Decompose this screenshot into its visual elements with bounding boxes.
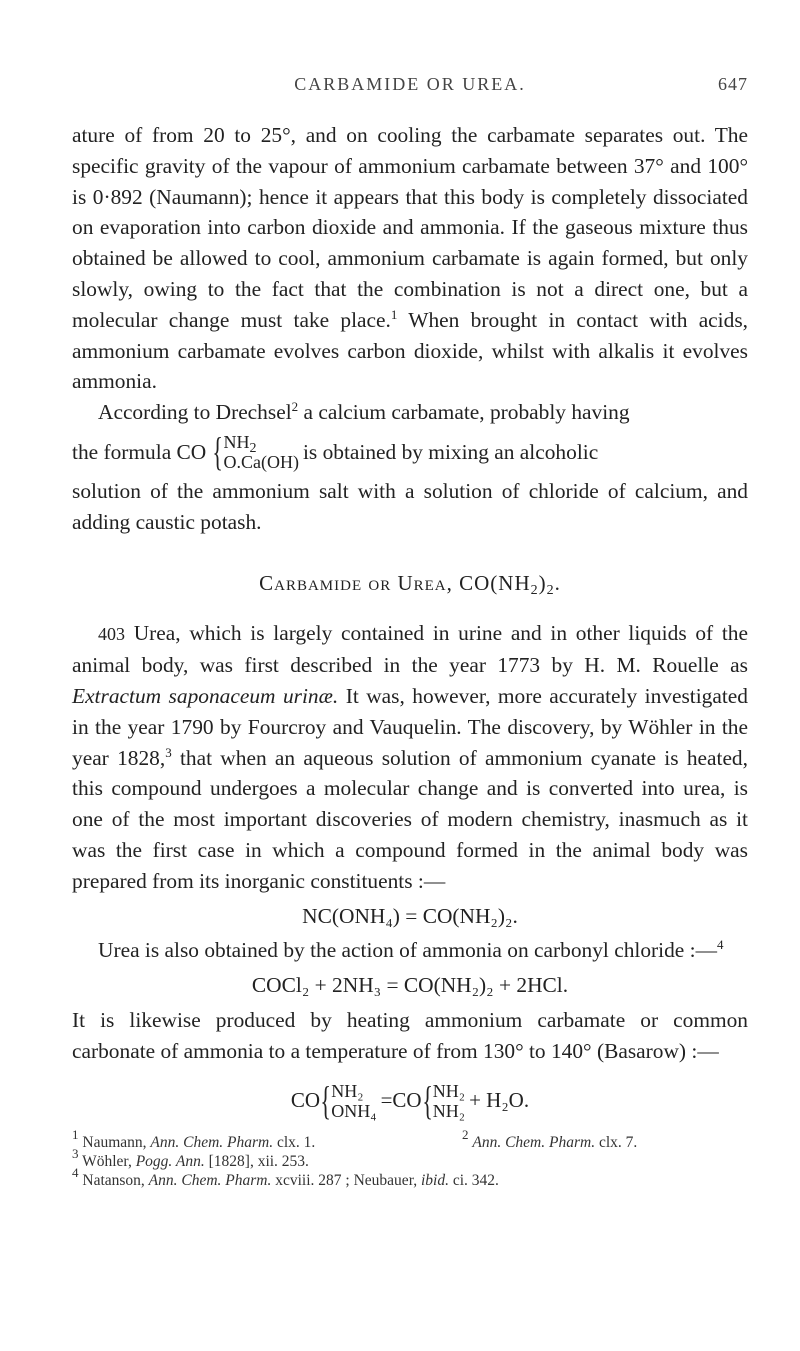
left-brace-icon: { xyxy=(421,1077,433,1123)
paragraph-number: 403 xyxy=(98,624,125,645)
equation-carbamate-heating: CO { NH₂ ONH₄ =CO { NH₂ NH₂ + H₂O. xyxy=(290,1077,530,1123)
paragraph-403: 403 Urea, which is largely contained in urine and in other liquids of the animal body, was first described in the year 1773 by H. M. Rouelle as Extractum saponaceum urinæ. It was, however, more accurately investigated in the year 1790 by Fourcroy and Vauquelin. The discovery, by Wöhler in the year 1828,$^3$ that when an aqueous solution of ammonium cyanate is heated, this compound undergoes a molecular change and is converted into urea, is one of the most important discoveries of modern chemistry, inasmuch as it was the first case in which a compound formed in the animal body was prepared from its inorganic constituents :— xyxy=(72,621,748,893)
section-heading: Carbamide or Urea, $CO(NH_2)_2$. xyxy=(259,570,561,598)
footnote-ref-4: 4 xyxy=(716,937,724,953)
body-text xyxy=(72,120,748,1190)
running-head xyxy=(72,70,748,110)
paragraph-drechsel-cont: solution of the ammonium salt with a solution of chloride of calcium, and adding caustic potash. xyxy=(72,478,748,534)
footnote-4: $^4$ Natanson, Ann. Chem. Pharm. xcviii. 287 ; Neubauer, ibid. ci. 342. xyxy=(72,1164,499,1189)
paragraph-basarow: It is likewise produced by heating ammonium carbamate or common carbonate of ammonia to a temperature of from 130° to 140° (Basarow) :— xyxy=(72,1007,748,1063)
left-brace-icon: { xyxy=(320,1077,331,1123)
paragraph-drechsel: According to Drechsel$^2$ a calcium carbamate, probably having xyxy=(98,399,630,425)
running-title: CARBAMIDE OR UREA. xyxy=(294,74,526,94)
book-page xyxy=(72,70,748,1190)
footnote-ref-3: 3 xyxy=(165,744,172,760)
paragraph-carbamate-vapour: ature of from 20 to 25°, and on cooling the carbamate separates out. The specific gravity of the vapour of ammonium carbamate between 37° and 100° is 0·892 (Naumann); hence it appears that this body is completely dissociated on evaporation into carbon dioxide and ammonia. If the gaseous mixture thus obtained be allowed to cool, ammonium carbamate is again formed, but only slowly, owing to the fact that the combination is not a direct one, but a molecular change must take place.$^1$ When brought in contact with acids, ammonium carbamate evolves carbon dioxide, whilst with alkalis it evolves ammonia. xyxy=(72,123,748,394)
footnote-1: $^1$ Naumann, Ann. Chem. Pharm. clx. 1. xyxy=(72,1126,316,1151)
equation-cyanate: NC(ONH₄) = CO(NH₂)₂. xyxy=(302,903,518,928)
left-brace-icon: { xyxy=(212,428,224,474)
footnote-ref-2: 2 xyxy=(291,399,299,415)
page-number: 647 xyxy=(718,74,748,94)
footnotes xyxy=(72,1126,748,1190)
footnote-2: $^2$ Ann. Chem. Pharm. clx. 7. xyxy=(462,1126,638,1151)
footnote-3: $^3$ Wöhler, Pogg. Ann. [1828], xii. 253. xyxy=(72,1145,309,1170)
paragraph-carbonyl: Urea is also obtained by the action of ammonia on carbonyl chloride :—$^4$ xyxy=(98,937,724,963)
formula-stack: $NH_2$ O.Ca(OH) xyxy=(223,431,299,472)
calcium-carbamate-formula-line: the formula CO { $NH_2$ O.Ca(OH) is obtained by mixing an alcoholic xyxy=(72,428,599,474)
footnote-ref-1: 1 xyxy=(390,306,398,322)
equation-carbonyl: COCl₂ + 2NH₃ = CO(NH₂)₂ + 2HCl. xyxy=(251,973,569,998)
